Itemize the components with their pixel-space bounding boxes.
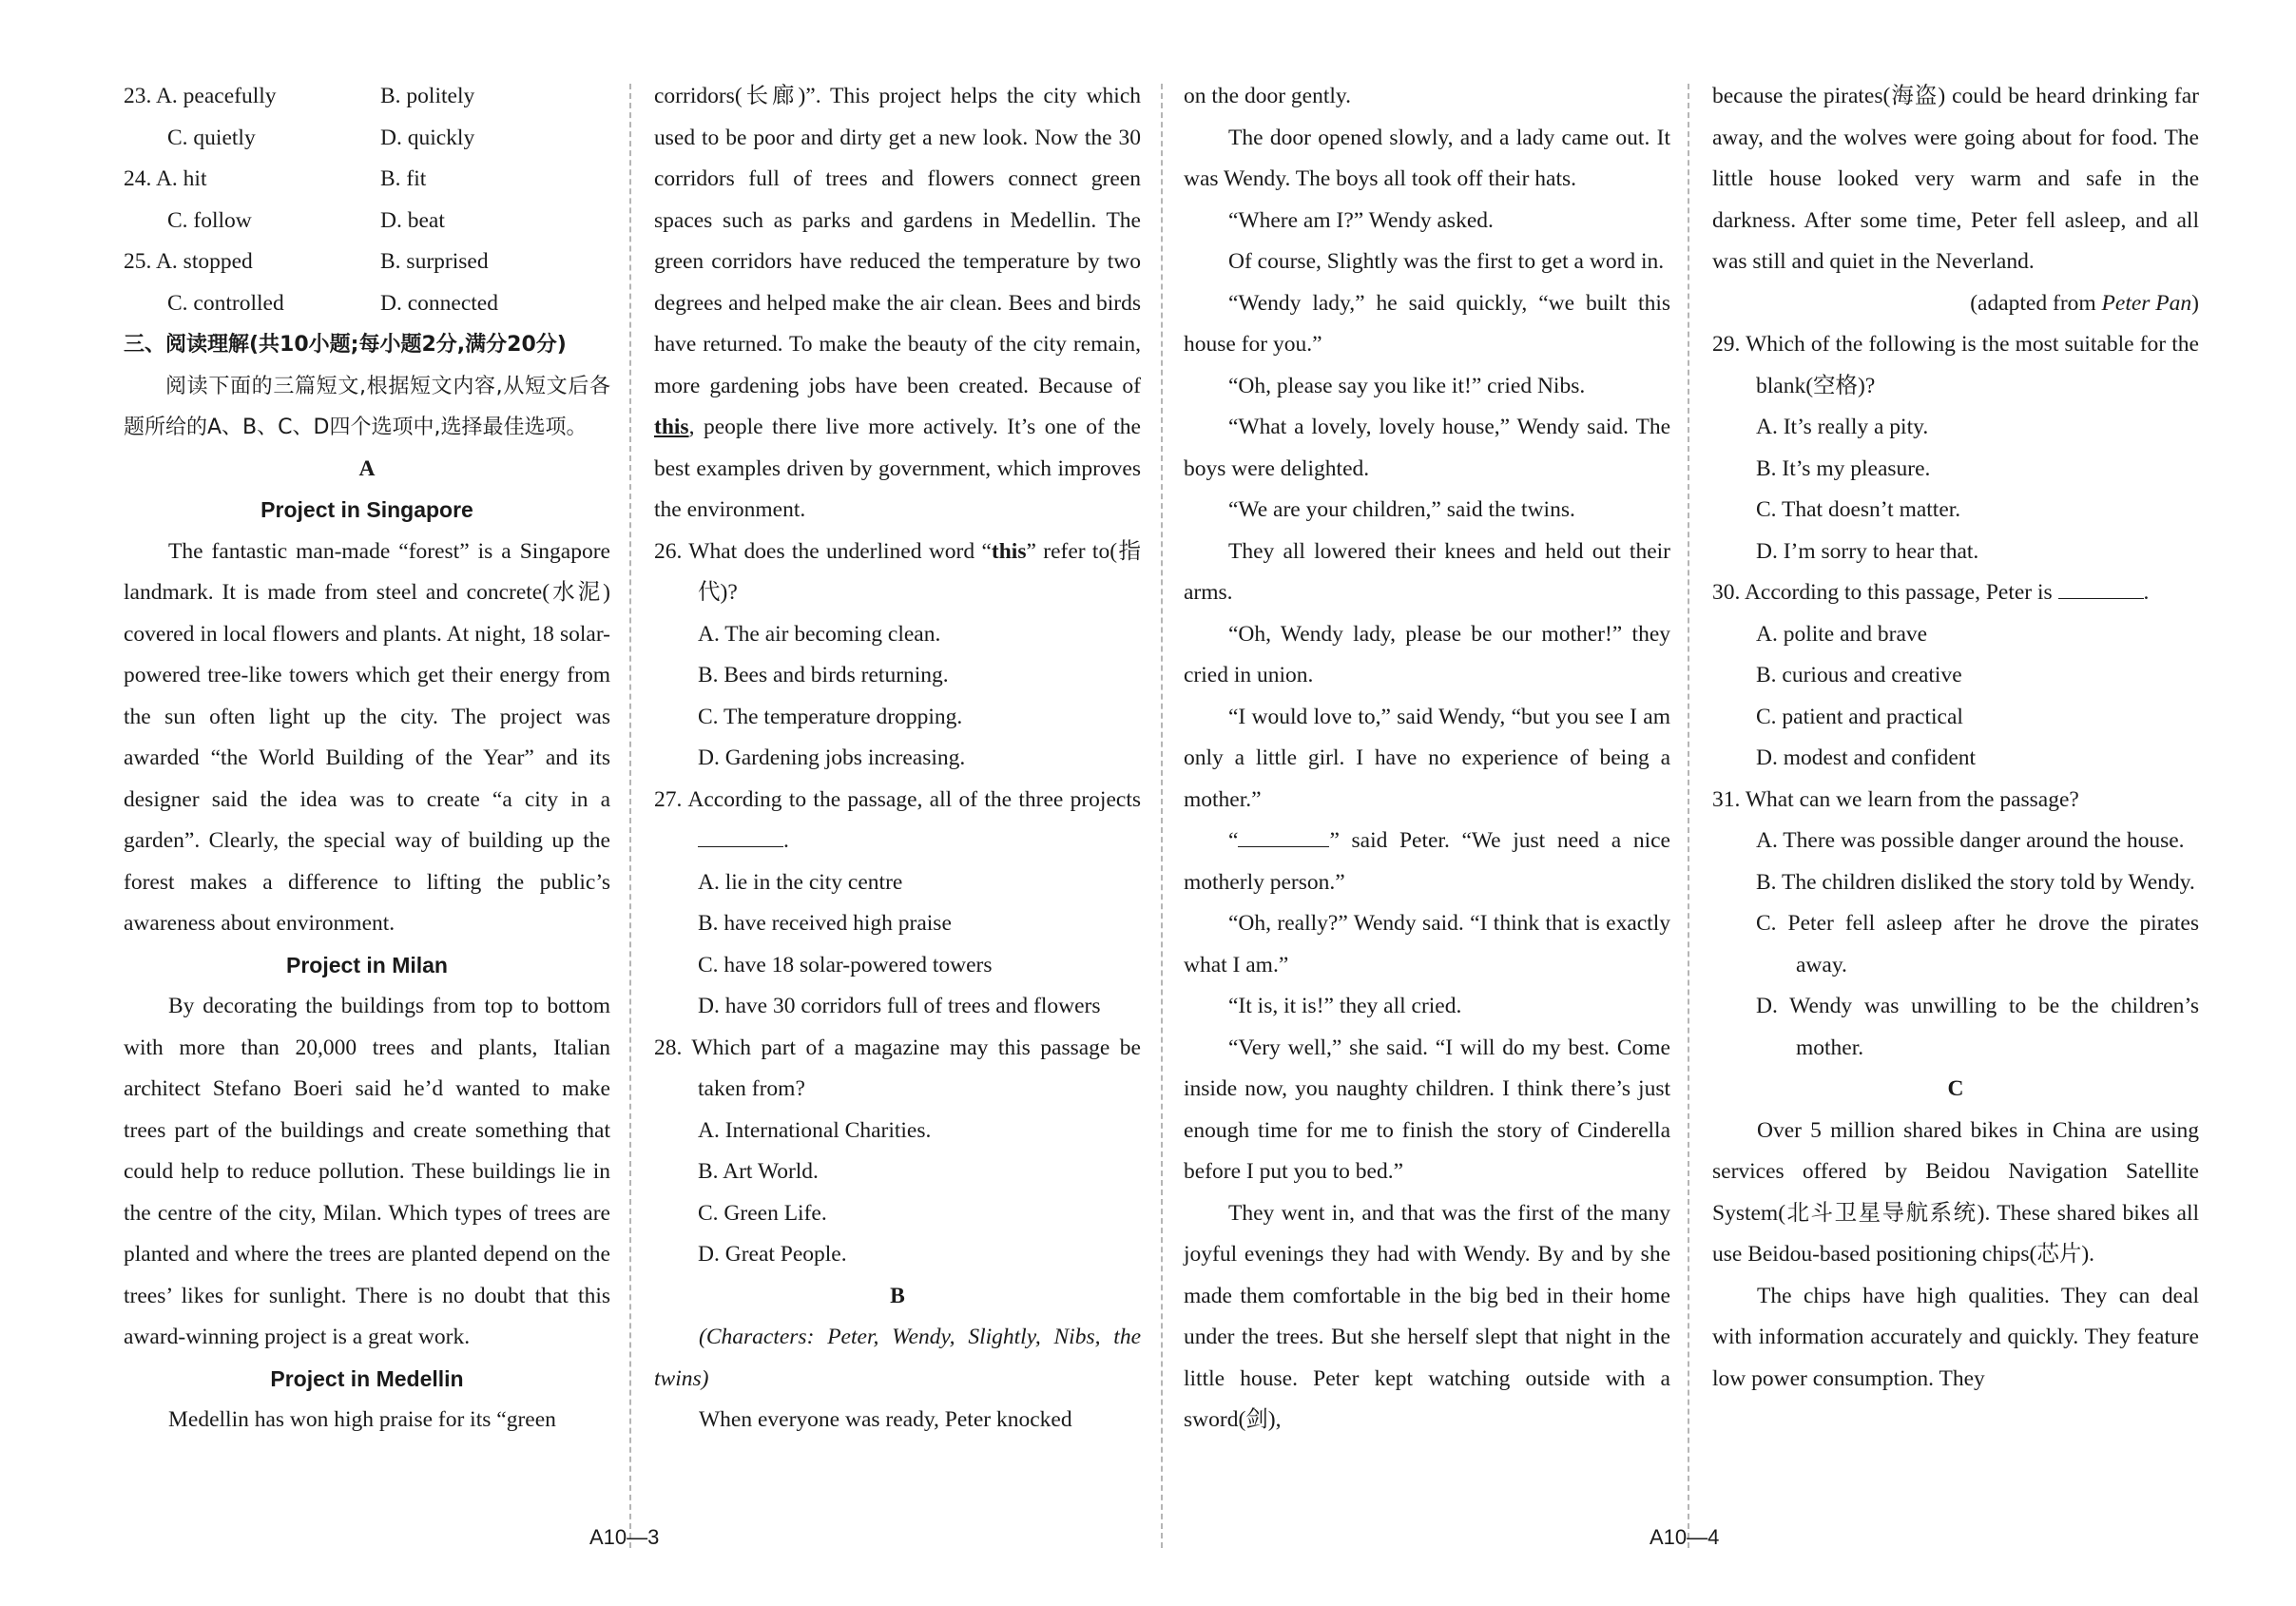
q31-option-a: A. There was possible danger around the house. (1756, 828, 2185, 853)
question-27-stem: 27. According to the passage, all of the three projects . (654, 786, 1141, 853)
story-paragraph: “Oh, Wendy lady, please be our mother!” they cried in union. (1184, 621, 1670, 687)
story-paragraph: They all lowered their knees and held out their arms. (1184, 538, 1670, 605)
q26-option-a: A. The air becoming clean. (698, 621, 941, 647)
story-paragraph-end: because the pirates(海盗) could be heard drinking far away, and the wolves were going about for food. The little house looked very warm and safe in the darkness. After some time, Peter fell asleep, and all was still and quiet in the Neverland. (1712, 84, 2199, 274)
q27-option-a: A. lie in the city centre (698, 869, 903, 895)
q29-option-a: A. It’s really a pity. (1756, 415, 1929, 439)
medellin-paragraph-start: Medellin has won high praise for its “green (168, 1407, 556, 1432)
question-23-options-row-1 (124, 76, 610, 118)
passage-c-paragraph: Over 5 million shared bikes in China are using services offered by Beidou Navigation Satellite System(北斗卫星导航系统). These shared bikes all use Beidou-based positioning chips(芯片). (1712, 1117, 2199, 1267)
q30-stem-text: 30. According to this passage, Peter is (1712, 580, 2053, 605)
q25-option-a: 25. A. stopped (124, 249, 253, 274)
singapore-title: Project in Singapore (260, 497, 473, 522)
column-3 (1184, 76, 1670, 1442)
column-4 (1712, 76, 2199, 1400)
q26-bold-word: this (991, 538, 1027, 564)
q29-option-c: C. That doesn’t matter. (1756, 497, 1961, 522)
passage-b-paragraph-start: When everyone was ready, Peter knocked (699, 1407, 1072, 1432)
medellin-paragraph-continued (654, 76, 1141, 532)
q28-option-b: B. Art World. (698, 1159, 819, 1184)
question-29-stem: 29. Which of the following is the most suitable for the blank(空格)? (1712, 332, 2199, 398)
q25-option-b: B. surprised (380, 249, 489, 274)
answer-blank (2058, 575, 2144, 599)
source-title: Peter Pan (2101, 290, 2192, 316)
question-24-options-row-1 (124, 159, 610, 201)
q30-stem-end: . (2143, 580, 2150, 605)
q27-option-d: D. have 30 corridors full of trees and flowers (698, 994, 1101, 1018)
page-number-left: A10—3 (589, 1525, 660, 1549)
story-paragraph: “It is, it is!” they all cried. (1228, 994, 1462, 1018)
q24-option-a: 24. A. hit (124, 166, 207, 191)
column-divider (1161, 84, 1163, 1548)
q31-option-b: B. The children disliked the story told by Wendy. (1756, 869, 2195, 895)
question-28-stem: 28. Which part of a magazine may this passage be taken from? (654, 1035, 1141, 1101)
q26-option-b: B. Bees and birds returning. (698, 663, 949, 687)
blank-paragraph-rest: ” said Peter. “We just need a nice motherly person.” (1184, 828, 1670, 895)
q27-stem-text: 27. According to the passage, all of the three projects (654, 786, 1141, 812)
passage-b-letter: B (890, 1283, 905, 1308)
underlined-word-this: this (654, 415, 689, 439)
story-paragraph: They went in, and that was the first of the many joyful evenings they had with Wendy. By and by she made them comfortable in the big bed in their home under the trees. But she herself slept that night in the little house. Peter kept watching outside with a sword(剑), (1184, 1200, 1670, 1432)
medellin-title: Project in Medellin (270, 1365, 464, 1391)
column-divider (629, 84, 631, 1548)
q28-option-a: A. International Charities. (698, 1117, 932, 1143)
q24-option-b: B. fit (380, 166, 427, 191)
column-divider (1688, 84, 1689, 1548)
question-23-options-row-2 (124, 118, 610, 160)
q24-option-d: D. beat (380, 207, 445, 233)
story-source (1712, 283, 2199, 325)
story-paragraph: “I would love to,” said Wendy, “but you see I am only a little girl. I have no experience of being a mother.” (1184, 704, 1670, 812)
question-25-options-row-2 (124, 283, 610, 325)
q27-option-b: B. have received high praise (698, 911, 952, 936)
column-1 (124, 76, 610, 1442)
q28-option-d: D. Great People. (698, 1242, 847, 1267)
q23-option-b: B. politely (380, 84, 475, 108)
column-2 (654, 76, 1141, 1442)
q30-option-c: C. patient and practical (1756, 704, 1963, 729)
story-paragraph-with-blank (1184, 821, 1670, 903)
q23-option-c: C. quietly (167, 125, 256, 150)
story-paragraph: The door opened slowly, and a lady came out. It was Wendy. The boys all took off their hats. (1184, 125, 1670, 191)
q29-option-b: B. It’s my pleasure. (1756, 455, 1931, 481)
story-paragraph: “Wendy lady,” he said quickly, “we built this house for you.” (1184, 290, 1670, 357)
question-24-options-row-2 (124, 201, 610, 242)
source-prefix: (adapted from (1970, 290, 2102, 316)
story-paragraph: “Very well,” she said. “I will do my best. Come inside now, you naughty children. I think there’s just enough time for me to finish the story of Cinderella before I put you to bed.” (1184, 1035, 1670, 1184)
q30-option-a: A. polite and brave (1756, 621, 1928, 647)
question-30-stem (1712, 572, 2199, 614)
story-paragraph: Of course, Slightly was the first to get a word in. (1228, 249, 1665, 274)
passage-a-letter: A (358, 455, 376, 481)
milan-title: Project in Milan (286, 952, 448, 977)
story-paragraph: “Oh, really?” Wendy said. “I think that is exactly what I am.” (1184, 911, 1670, 977)
q23-option-a: 23. A. peacefully (124, 84, 277, 108)
story-blank (1238, 823, 1329, 847)
q31-option-c: C. Peter fell asleep after he drove the pirates away. (1756, 911, 2199, 977)
q26-stem-1: 26. What does the underlined word “ (654, 538, 992, 564)
question-26-stem (654, 532, 1141, 614)
story-paragraph: “What a lovely, lovely house,” Wendy said. The boys were delighted. (1184, 415, 1670, 481)
source-suffix: ) (2191, 290, 2199, 316)
q31-option-d: D. Wendy was unwilling to be the children’s mother. (1756, 994, 2199, 1060)
passage-c-paragraph: The chips have high qualities. They can deal with information accurately and quickly. They feature low power consumption. They (1712, 1283, 2199, 1391)
medellin-text-2: , people there live more actively. It’s one of the best examples driven by government, which improves the environment. (654, 415, 1141, 522)
quote-open: “ (1228, 828, 1239, 853)
q25-option-d: D. connected (380, 290, 498, 316)
q30-option-b: B. curious and creative (1756, 663, 1962, 687)
q26-option-c: C. The temperature dropping. (698, 704, 963, 729)
characters-line: (Characters: Peter, Wendy, Slightly, Nibs, the twins) (654, 1325, 1141, 1391)
q30-option-d: D. modest and confident (1756, 745, 1977, 770)
page-number-right: A10—4 (1650, 1525, 1720, 1549)
story-paragraph: “Where am I?” Wendy asked. (1228, 207, 1494, 233)
story-paragraph: “We are your children,” said the twins. (1228, 497, 1575, 522)
story-paragraph: “Oh, please say you like it!” cried Nibs. (1228, 373, 1586, 398)
q23-option-d: D. quickly (380, 125, 475, 150)
section-instructions: 阅读下面的三篇短文,根据短文内容,从短文后各题所给的A、B、C、D四个选项中,选择最佳选项。 (124, 374, 610, 439)
q26-option-d: D. Gardening jobs increasing. (698, 745, 966, 770)
passage-c-letter: C (1947, 1076, 1964, 1101)
medellin-text-1: corridors(长廊)”. This project helps the city which used to be poor and dirty get a new look. Now the 30 corridors full of trees and flowers connect green spaces such as parks and gardens in Medellin. The green corridors have reduced the temperature by two degrees and helped make the air clean. Bees and birds have returned. To make the beauty of the city remain, more gardening jobs have been created. Because of (654, 84, 1141, 398)
q29-option-d: D. I’m sorry to hear that. (1756, 538, 1979, 564)
q25-option-c: C. controlled (167, 290, 284, 316)
singapore-paragraph: The fantastic man-made “forest” is a Singapore landmark. It is made from steel and concrete(水泥) covered in local flowers and plants. At night, 18 solar-powered tree-like towers which get their energy from the sun often light up the city. The project was awarded “the World Building of the Year” and its designer said the idea was to create “a city in a garden”. Clearly, the special way of building up the forest makes a difference to lifting the public’s awareness about environment. (124, 538, 610, 936)
answer-blank (698, 823, 783, 847)
q24-option-c: C. follow (167, 207, 252, 233)
q28-option-c: C. Green Life. (698, 1200, 827, 1226)
story-paragraph: on the door gently. (1184, 84, 1351, 108)
question-25-options-row-1 (124, 242, 610, 283)
question-31-stem: 31. What can we learn from the passage? (1712, 786, 2079, 812)
milan-paragraph: By decorating the buildings from top to bottom with more than 20,000 trees and plants, Italian architect Stefano Boeri said he’d wanted to make trees part of the buildings and create something that could help to reduce pollution. These buildings lie in the centre of the city, Milan. Which types of trees are planted and where the trees are planted depend on the trees’ likes for sunlight. There is no doubt that this award-winning project is a great work. (124, 994, 610, 1349)
section-heading: 三、阅读理解(共10小题;每小题2分,满分20分) (124, 333, 567, 357)
q26-stem-2: ” refer to(指代)? (698, 538, 1141, 605)
q27-option-c: C. have 18 solar-powered towers (698, 952, 993, 977)
